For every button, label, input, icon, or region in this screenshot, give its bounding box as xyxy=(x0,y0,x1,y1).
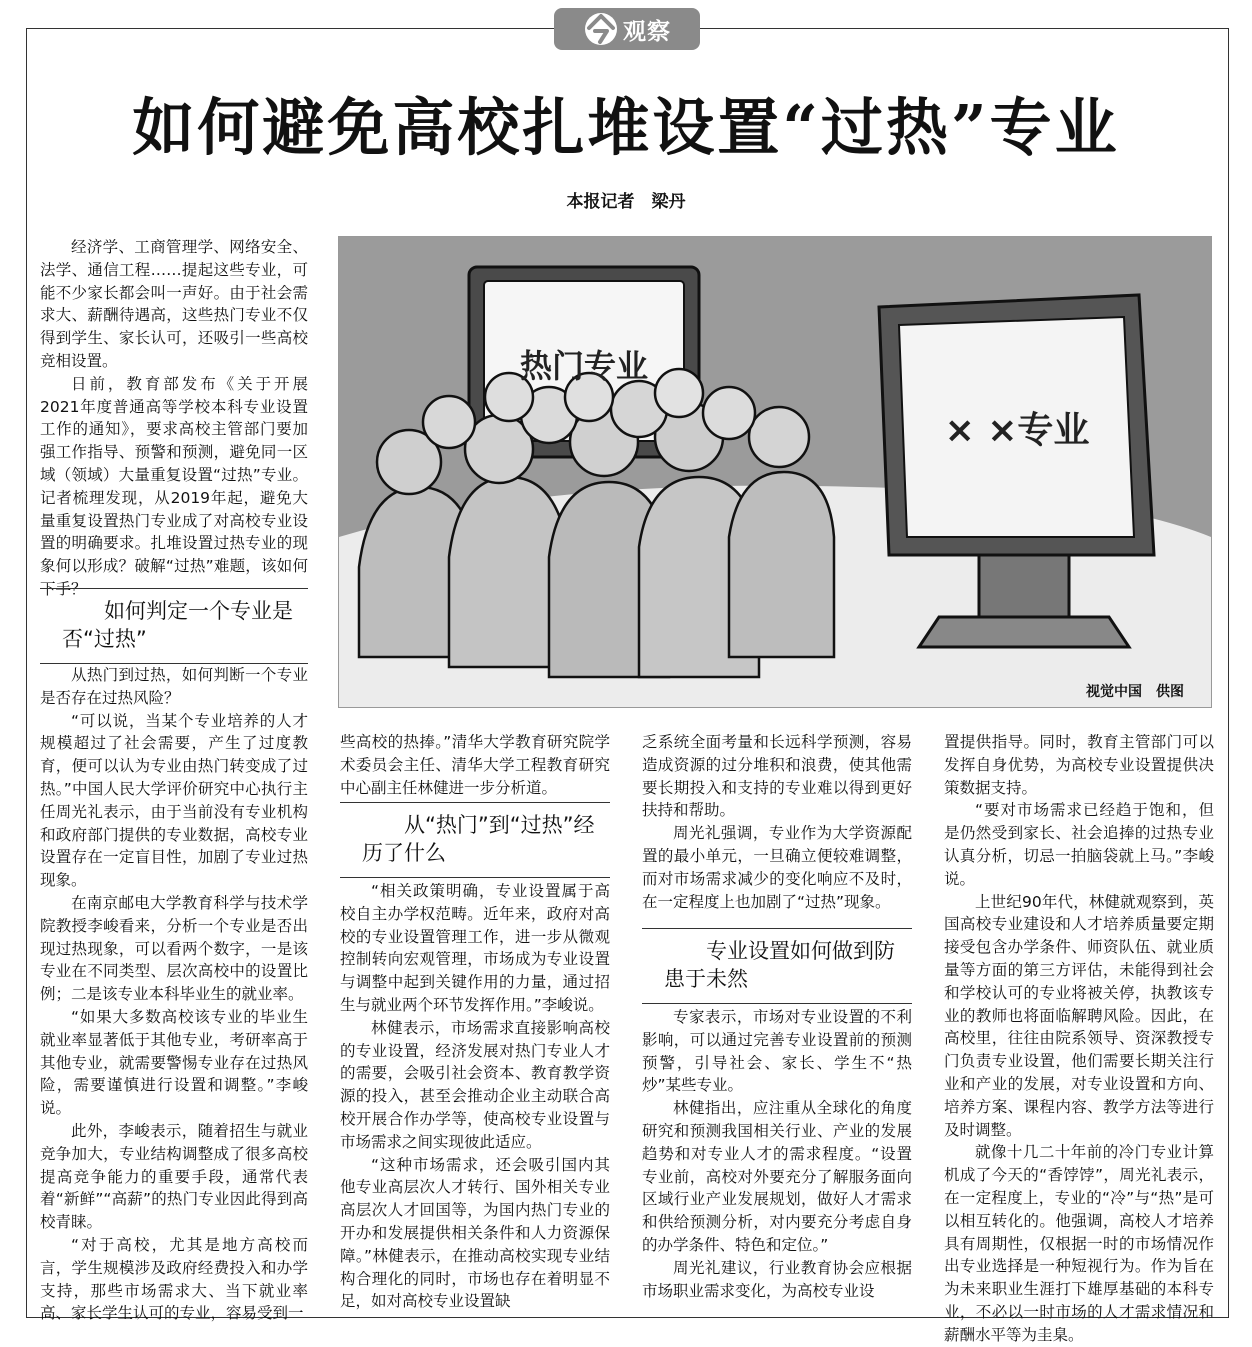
illustration-drawing xyxy=(339,237,1211,707)
section-tag xyxy=(554,8,700,50)
paragraph: 从热门到过热，如何判断一个专业是否存在过热风险？ xyxy=(40,666,308,707)
screen-right-label: × ×专业 xyxy=(944,410,1090,451)
subheading-3-text: 专业设置如何做到防患于未然 xyxy=(664,939,895,991)
paragraph: 林健指出，应注重从全球化的角度研究和预测我国相关行业、产业的发展趋势和对专业人才的需求程度。“设置专业前，高校对外要充分了解服务面向区域行业产业发展规划，做好人才需求和供给预测分析，对内要充分考虑自身的办学条件、特色和定位。” xyxy=(642,1099,912,1254)
paragraph: 经济学、工商管理学、网络安全、法学、通信工程……提起这些专业，可能不少家长都会叫一声好。由于社会需求大、薪酬待遇高，这些热门专业不仅得到学生、家长认可，还吸引一些高校竞相设置。 xyxy=(40,238,308,370)
col3-bottom xyxy=(642,1006,912,1302)
col4 xyxy=(944,731,1214,1347)
subheading-1 xyxy=(40,588,308,664)
col1-top xyxy=(40,236,308,601)
paragraph: 日前，教育部发布《关于开展2021年度普通高等学校本科专业设置工作的通知》，要求高校主管部门要加强工作指导、预警和预测，避免同一区域（领域）大量重复设置“过热”专业。记者梳理发现，从2019年起，避免大量重复设置热门专业成了对高校专业设置的明确要求。扎堆设置过热专业的现象何以形成？破解“过热”难题，该如何下手？ xyxy=(40,374,308,598)
paragraph: 些高校的热捧。”清华大学教育研究院学术委员会主任、清华大学工程教育研究中心副主任林健进一步分析道。 xyxy=(340,733,610,797)
subheading-2 xyxy=(340,802,610,878)
paragraph: 上世纪90年代，林健就观察到，英国高校专业建设和人才培养质量要定期接受包含办学条件、师资队伍、就业质量等方面的第三方评估，未能得到社会和学校认可的专业将被关停，执教该专业的教师也将面临解聘风险。因此，在高校里，往往由院系领导、资深教授专门负责专业设置，他们需要长期关注行业和产业的发展，对专业设置和方向、培养方案、课程内容、教学方法等进行及时调整。 xyxy=(944,892,1214,1139)
paragraph: 在南京邮电大学教育科学与技术学院教授李峻看来，分析一个专业是否出现过热现象，可以看两个数字，一是该专业在不同类型、层次高校中的设置比例；二是该专业本科毕业生的就业率。 xyxy=(40,893,308,1004)
col3-top xyxy=(642,731,912,913)
paragraph: 林健表示，市场需求直接影响高校的专业设置，经济发展对热门专业人才的需要，会吸引社会资本、教育教学资源的投入，甚至会推动企业主动联合高校开展合作办学等，使高校专业设置与市场需求之间实现彼此适应。 xyxy=(340,1018,610,1151)
paragraph: “要对市场需求已经趋于饱和，但是仍然受到家长、社会追捧的过热专业认真分析，切忌一拍脑袋就上马。”李峻说。 xyxy=(944,801,1214,888)
section-logo-icon xyxy=(583,11,619,47)
paragraph: 就像十几二十年前的冷门专业计算机成了今天的“香饽饽”，周光礼表示，在一定程度上，专业的“冷”与“热”是可以相互转化的。他强调，高校人才培养具有周期性，仅根据一时的市场情况作出专业选择是一种短视行为。作为旨在为未来职业生涯打下雄厚基础的本科专业，不必以一时市场的人才需求情况和薪酬水平等为圭臬。 xyxy=(944,1143,1214,1344)
paragraph: “对于高校，尤其是地方高校而言，学生规模涉及政府经费投入和办学支持，那些市场需求大、当下就业率高、家长学生认可的专业，容易受到一 xyxy=(40,1235,308,1323)
col2-top xyxy=(340,731,610,799)
paragraph: “这种市场需求，还会吸引国内其他专业高层次人才转行、国外相关专业高层次人才回国等，为国内热门专业的开办和发展提供相关条件和人力资源保障。”林健表示，在推动高校实现专业结构合理化的同时，市场也存在着明显不足，如对高校专业设置缺 xyxy=(340,1155,610,1311)
byline: 本报记者 梁丹 xyxy=(566,192,686,212)
paragraph: 此外，李峻表示，随着招生与就业竞争加大，专业结构调整成了很多高校提高竞争能力的重要手段，通常代表着“新鲜”“高薪”的热门专业因此得到高校青睐。 xyxy=(40,1121,308,1232)
subheading-2-text: 从“热门”到“过热”经历了什么 xyxy=(362,813,595,865)
paragraph: 周光礼建议，行业教育协会应根据市场职业需求变化，为高校专业设 xyxy=(642,1258,912,1300)
paragraph: “可以说，当某个专业培养的人才规模超过了社会需要，产生了过度教育，便可以认为专业由热门转变成了过热。”中国人民大学评价研究中心执行主任周光礼表示，由于当前没有专业机构和政府部门提供的专业数据，高校专业设置存在一定盲目性，加剧了专业过热现象。 xyxy=(40,711,308,890)
illustration xyxy=(338,236,1212,708)
section-tag-label: 观察 xyxy=(623,18,671,45)
col2-bottom xyxy=(340,880,610,1313)
col1-bottom xyxy=(40,664,308,1325)
paragraph: 乏系统全面考量和长远科学预测，容易造成资源的过分堆积和浪费，使其他需要长期投入和支持的专业难以得到更好扶持和帮助。 xyxy=(642,733,912,820)
paragraph: 周光礼强调，专业作为大学资源配置的最小单元，一旦确立便较难调整，而对市场需求减少的变化响应不及时，在一定程度上也加剧了“过热”现象。 xyxy=(642,824,912,911)
screen-left-label: 热门专业 xyxy=(519,347,649,385)
paragraph: 置提供指导。同时，教育主管部门可以发挥自身优势，为高校专业设置提供决策数据支持。 xyxy=(944,733,1214,797)
paragraph: “如果大多数高校该专业的毕业生就业率显著低于其他专业，考研率高于其他专业，就需要警惕专业存在过热风险，需要谨慎进行设置和调整。”李峻说。 xyxy=(40,1007,308,1118)
paragraph: “相关政策明确，专业设置属于高校自主办学权范畴。近年来，政府对高校的专业设置管理工作，进一步从微观控制转向宏观管理，市场成为专业设置与调整中起到关键作用的力量，通过招生与就业两个环节发挥作用。”李峻说。 xyxy=(340,882,610,1014)
subheading-3 xyxy=(642,928,912,1004)
subheading-1-text: 如何判定一个专业是否“过热” xyxy=(62,599,293,651)
headline: 如何避免高校扎堆设置“过热”专业 xyxy=(132,91,1120,164)
photo-credit: 视觉中国 供图 xyxy=(1086,684,1184,700)
paragraph: 专家表示，市场对专业设置的不利影响，可以通过完善专业设置前的预测预警，引导社会、家长、学生不“热炒”某些专业。 xyxy=(642,1008,912,1095)
